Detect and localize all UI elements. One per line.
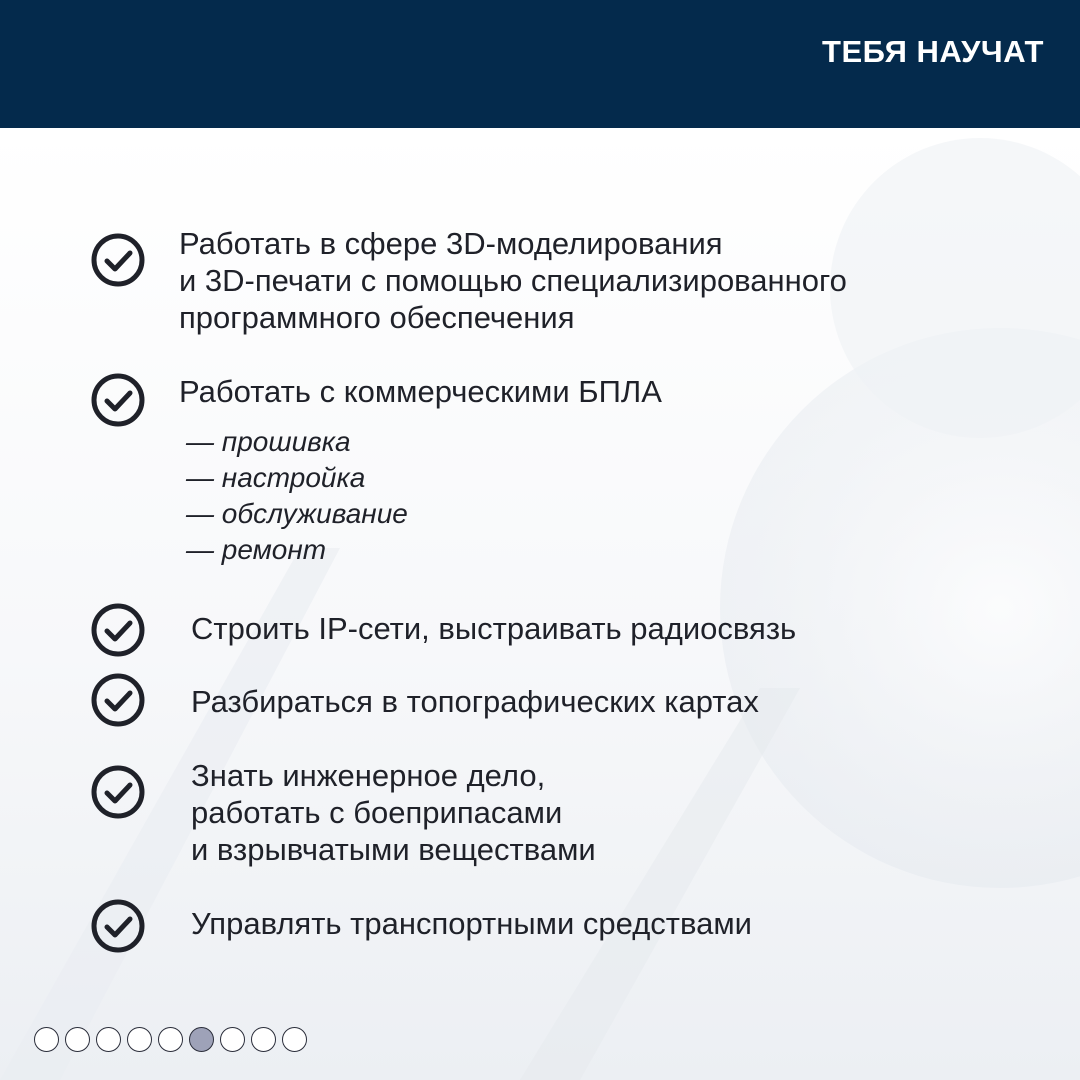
header-bar (0, 0, 1080, 128)
skill-item-line: Строить IP-сети, выстраивать радиосвязь (191, 611, 797, 646)
subitem: — обслуживание (186, 498, 408, 529)
skill-item-line: и 3D-печати с помощью специализированного (179, 263, 847, 298)
pagination-dot[interactable] (34, 1027, 59, 1052)
skill-item-line: Разбираться в топографических картах (191, 684, 759, 719)
subitem: — ремонт (186, 534, 327, 565)
pagination-dot[interactable] (158, 1027, 183, 1052)
pagination-dot[interactable] (220, 1027, 245, 1052)
check-circle-icon (90, 602, 146, 658)
pagination-dot[interactable] (282, 1027, 307, 1052)
skill-item-line: программного обеспечения (179, 300, 575, 335)
skill-item-line: и взрывчатыми веществами (191, 832, 596, 867)
skill-item-line: Работать с коммерческими БПЛА (179, 374, 662, 409)
skill-item-line: Работать в сфере 3D-моделирования (179, 226, 723, 261)
skill-item-line: Знать инженерное дело, (191, 758, 546, 793)
check-circle-icon (90, 672, 146, 728)
check-circle-icon (90, 764, 146, 820)
skill-item-text (191, 757, 596, 868)
check-circle-icon (90, 372, 146, 428)
skill-item-text (191, 905, 752, 942)
subitem: — настройка (186, 462, 366, 493)
skill-item-text (179, 373, 662, 410)
skill-item-line: Управлять транспортными средствами (191, 906, 752, 941)
subitem-list (186, 424, 408, 568)
pagination-dot[interactable] (251, 1027, 276, 1052)
skill-item-text (191, 683, 759, 720)
check-circle-icon (90, 898, 146, 954)
skill-item-text (191, 610, 796, 647)
pagination-dot[interactable] (96, 1027, 121, 1052)
pagination-dot[interactable] (127, 1027, 152, 1052)
skill-item-line: работать с боеприпасами (191, 795, 563, 830)
pagination-dot[interactable] (65, 1027, 90, 1052)
skill-item-text (179, 225, 847, 336)
header-title: ТЕБЯ НАУЧАТ (822, 34, 1044, 69)
pagination-dots (34, 1027, 307, 1052)
pagination-dot-active[interactable] (189, 1027, 214, 1052)
check-circle-icon (90, 232, 146, 288)
subitem: — прошивка (186, 426, 351, 457)
